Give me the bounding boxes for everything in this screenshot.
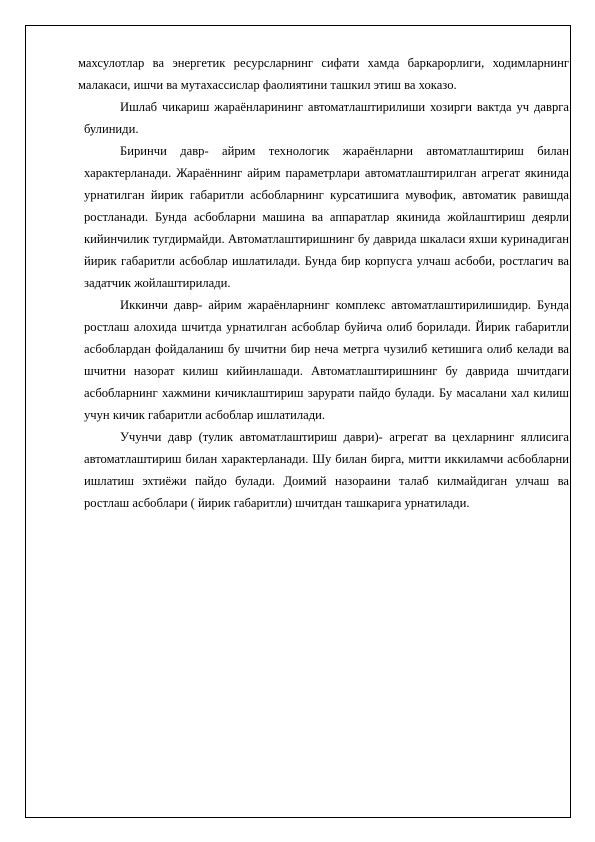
paragraph-intro-continuation: махсулотлар ва энергетик ресурсларнинг сифати хамда баркарорлиги, ходимларнинг малакаси, ишчи ва мутахассислар фаолиятини ташкил этиш ва хоказо. [78,56,569,92]
paragraph-third-period: Учунчи давр (тулик автоматлаштириш даври)- агрегат ва цехларнинг яллисига автоматлаштириш билан характерланади. Шу билан бирга, митти иккиламчи асбобларни ишлатиш эхтиёжи пайдо булади. Доимий назораини талаб килмайдиган улчаш ва ростлаш асбоблари ( йирик габаритли) шчитдан ташкарига урнатилади. [84,430,569,510]
paragraph-second-period: Иккинчи давр- айрим жараёнларнинг комплекс автоматлаштирилишидир. Бунда ростлаш алохида шчитда урнатилган асбоблар буйича олиб борилади. Йирик габаритли асбоблардан фойдаланиш бу шчитни бир неча метрга чузилиб кетишига олиб келади ва шчитни назорат килиш кийинлашади. Автоматлаштиришнинг бу даврида шчитдаги асбобларнинг хажмини кичиклаштириш зарурати пайдо булади. Бу масалани хал килиш учун кичик габаритли асбоблар ишлатилади. [84,298,569,422]
document-body [78,52,569,514]
paragraph-first-period: Биринчи давр- айрим технологик жараёнларни автоматлаштириш билан характерланади. Жараённинг айрим параметрлари автоматлаштирилган агрегат якинида урнатилган йирик габаритли асбобларнинг курсатишига мувофик, автоматик равишда ростланади. Бунда асбобларни машина ва аппаратлар якинида жойлаштириш деярли кийинчилик тугдирмайди. Автоматлаштиришнинг бу даврида шкаласи яхши куринадиган йирик габаритли асбоблар ишлатилади. Бунда бир корпусга улчаш асбоби, ростлагич ва задатчик жойлаштирилади. [84,144,569,290]
paragraph-three-periods: Ишлаб чикариш жараёнларининг автоматлаштирилиши хозирги вактда уч даврга булиниди. [84,100,569,136]
